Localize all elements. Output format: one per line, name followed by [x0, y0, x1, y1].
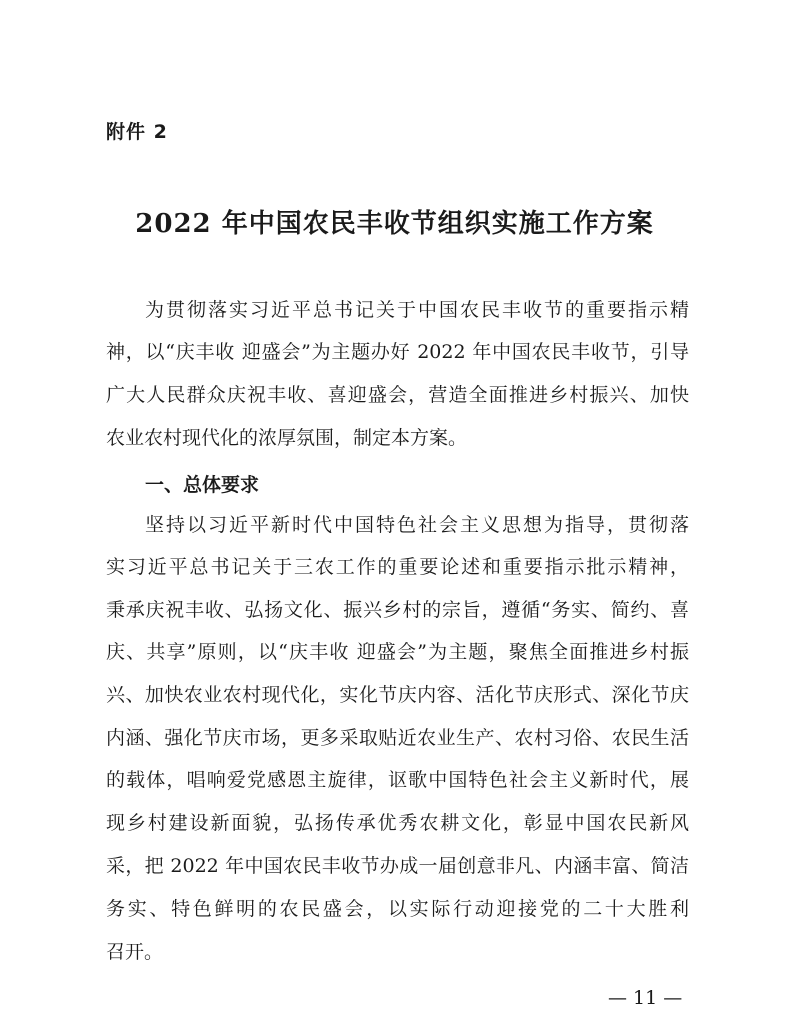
paragraph-line: 内涵、强化节庆市场，更多采取贴近农业生产、农村习俗、农民生活 — [106, 727, 689, 749]
paragraph-line: 广大人民群众庆祝丰收、喜迎盛会，营造全面推进乡村振兴、加快 — [106, 384, 689, 406]
paragraph-line: 为贯彻落实习近平总书记关于中国农民丰收节的重要指示精 — [145, 299, 689, 321]
paragraph-line: 的载体，唱响爱党感恩主旋律，讴歌中国特色社会主义新时代，展 — [106, 769, 689, 791]
paragraph-line: 秉承庆祝丰收、弘扬文化、振兴乡村的宗旨，遵循“务实、简约、喜 — [106, 599, 689, 621]
paragraph-line: 神，以“庆丰收 迎盛会”为主题办好 2022 年中国农民丰收节，引导 — [106, 341, 689, 363]
paragraph-line: 庆、共享”原则，以“庆丰收 迎盛会”为主题，聚焦全面推进乡村振 — [106, 641, 689, 663]
paragraph-line: 现乡村建设新面貌，弘扬传承优秀农耕文化，彰显中国农民新风 — [106, 812, 689, 834]
paragraph-line: 召开。 — [106, 941, 164, 963]
paragraph-line: 坚持以习近平新时代中国特色社会主义思想为指导，贯彻落 — [145, 514, 689, 536]
paragraph-line: 实习近平总书记关于三农工作的重要论述和重要指示批示精神， — [106, 556, 689, 578]
paragraph-line: 采，把 2022 年中国农民丰收节办成一届创意非凡、内涵丰富、简洁 — [106, 855, 689, 877]
document-title: 2022 年中国农民丰收节组织实施工作方案 — [135, 209, 654, 239]
section-heading: 一、总体要求 — [145, 474, 260, 496]
page-number: — 11 — — [608, 987, 683, 1009]
paragraph-line: 务实、特色鲜明的农民盛会，以实际行动迎接党的二十大胜利 — [106, 898, 689, 920]
attachment-label: 附件 2 — [106, 121, 168, 143]
paragraph-line: 农业农村现代化的浓厚氛围，制定本方案。 — [106, 427, 468, 449]
paragraph-line: 兴、加快农业农村现代化，实化节庆内容、活化节庆形式、深化节庆 — [106, 684, 689, 706]
